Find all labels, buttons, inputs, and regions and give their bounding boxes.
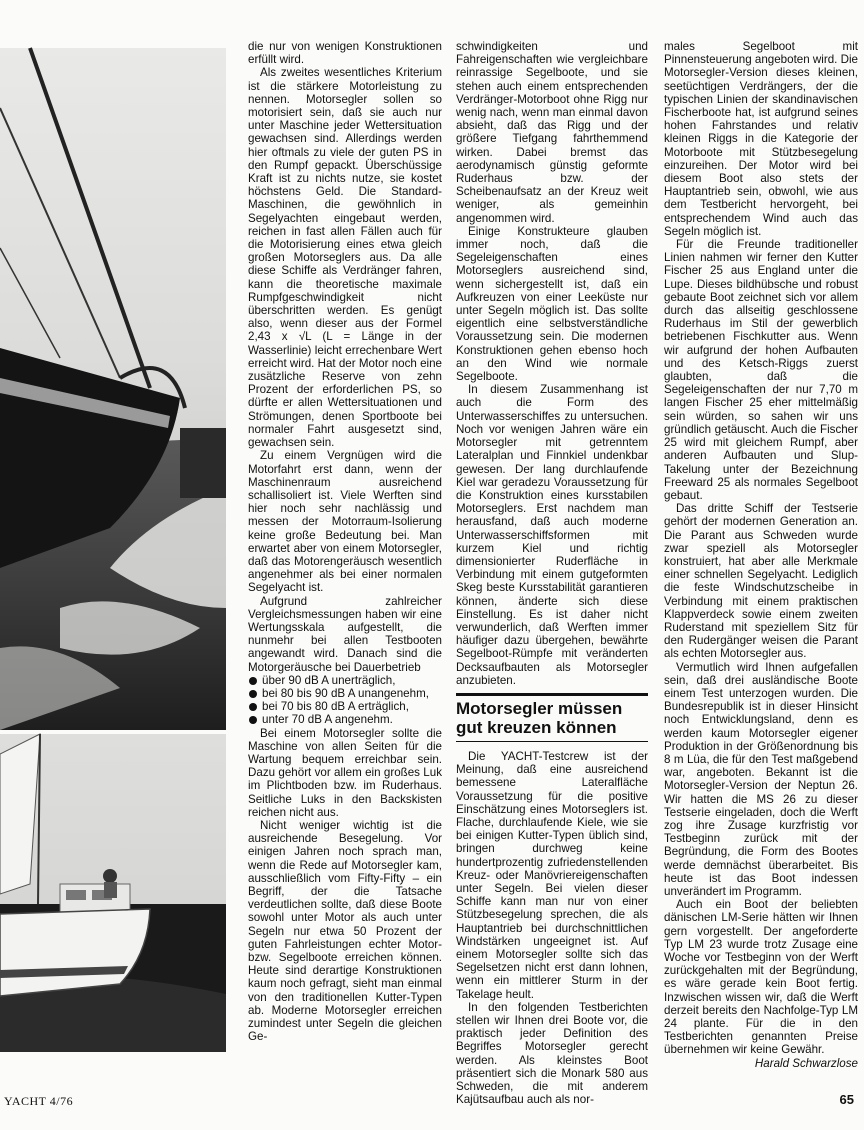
paragraph: Die YACHT-Testcrew ist der Meinung, daß eine ausreichend bemessene Lateralfläche Voraussetzung für die positive Einschätzung eines Motorseglers ist. Flache, durchlaufende Kiele, wie sie bei einigen Kutter-Typen üblich sind, bringen durchweg keine hundertprozentig zufriedenstellenden Kreuz- oder Manövriereigenschaften unter Segeln. Bei vielen dieser Schiffe kann man nur von einer Stützbesegelung sprechen, die als Hauptantrieb bei durchschnittlichen Windstärken ungeeignet ist. Auf einem Motorsegler sollte sich das Segelsetzen nicht erst dann lohnen, wenn ein mittlerer Sturm in der Takelage heult. — [456, 749, 648, 1001]
paragraph: die nur von wenigen Konstruktionen erfüllt wird. — [248, 40, 442, 67]
paragraph: Nicht weniger wichtig ist die ausreichende Besegelung. Vor einigen Jahren noch sprach man, wenn die Rede auf Motorsegler kam, ausschließlich vom Fifty-Fifty – ein Begriff, der die Tatsache verdeutlichen sollte, daß diese Boote sowohl unter Motor als auch unter Segeln nur etwa 50 Prozent der guten Fahrleistungen echter Motor- bzw. Segelboote erreichen können. Heute sind derartige Konstruktionen kaum noch gefragt, sieht man einmal von den traditionellen Kutter-Typen ab. Moderne Motorsegler erreichen zumindest unter Segeln die gleichen Ge- — [248, 818, 442, 1044]
paragraph: Als zweites wesentliches Kriterium ist die stärkere Motorleistung zu nennen. Motorsegler sollen so motorisiert sein, daß sie auch nur unter Maschine jeder Wettersituation gewachsen sind. Allerdings werden hier oftmals zu viele der guten PS in den Rumpf gepackt. Überschüssige Kraft ist zu nichts nutze, sie kostet höchstens Geld. Die Standard-Maschinen, die gewöhnlich in Segelyachten eingebaut werden, reichen in fast allen Fällen auch für die Motorisierung eines etwa gleich großen Motorseglers aus. Da alle diese Schiffe als Verdränger fahren, kann die theoretische maximale Rumpfgeschwindigkeit nicht überschritten werden. Es genügt also, wenn dieser aus der Formel 2,43 x √L (L = Länge in der Wasserlinie) leicht errechenbare Wert erreicht wird. Hat der Motor noch eine zusätzliche Reserve von zehn Prozent der erforderlichen PS, so dürfte er allen Wettersituationen und Strömungen, denen Sportboote bei normaler Fahrt ausgesetzt sind, gewachsen sein. — [248, 66, 442, 450]
paragraph: Vermutlich wird Ihnen aufgefallen sein, daß drei ausländische Boote einem Test unterzogen wurden. Die Bundesrepublik ist in dieser Hinsicht noch Entwicklungsland, denn es werden kaum Motorsegler eigener Produktion in der Größenordnung bis 8 m Lüa, die für den Test maßgebend war, angeboten. Bekannt ist die Motorsegler-Version der Neptun 26. Wir hatten die MS 26 zu dieser Testserie eingeladen, doch die Werft zog ihre Zusage kurzfristig vor Testbeginn zurück mit der Begründung, die Form des Bootes werde demnächst überarbeitet. Bis heute ist das Boot indessen unverändert im Programm. — [664, 660, 858, 898]
section-headline: Motorsegler müssen gut kreuzen können — [456, 693, 648, 742]
author-name: Harald Schwarzlose — [754, 1056, 858, 1070]
page-number: 65 — [839, 1092, 854, 1107]
paragraph: males Segelboot mit Pinnensteuerung angeboten wird. Die Motorsegler-Version dieses kleinen, seetüchtigen Verdrängers, der die typischen Linien der skandinavischen Fischerboote hat, ist aufgrund seines hohen Fahrstandes und relativ kleinen Riggs in die Kategorie der Motorboote mit Stützbesegelung einzureihen. Der Motor wird bei diesem Boot also stets der Hauptantrieb sein, obwohl, wie aus dem Testbericht hervorgeht, bei entsprechendem Wind auch das Segeln möglich ist. — [664, 40, 859, 238]
paragraph: Für die Freunde traditioneller Linien nahmen wir ferner den Kutter Fischer 25 aus England unter die Lupe. Dieses bildhübsche und robust gebaute Boot zeichnet sich vor allem durch das allseitig geschlossene Ruderhaus im Stil der gewerblich betriebenen Fischkutter aus. Wenn wir aufgrund der hohen Aufbauten und des Ketsch-Riggs zuerst glaubten, daß die Segeleigenschaften der nur 7,70 m langen Fischer 25 eher mittelmäßig sein würden, so sahen wir uns gründlich getäuscht. Auch die Fischer 25 wird mit gleichem Rumpf, aber anderen Aufbauten und Slup-Takelung unter der Bezeichnung Freeward 25 als normales Segelboot gebaut. — [664, 238, 858, 502]
paragraph: Auch ein Boot der beliebten dänischen LM-Serie hätten wir Ihnen gern vorgestellt. Der angeforderte Typ LM 23 wurde trotz Zusage eine Woche vor Testbeginn von der Werft zurückgehalten mit der Begründung, es wäre gerade kein Boot fertig. Inzwischen wissen wir, daß die Werft derzeit bereits den Nachfolge-Typ LM 24 plante. Für die in den Testberichten genannten Preise übernehmen wir keine Gewähr. — [664, 898, 858, 1057]
paragraph: schwindigkeiten und Fahreigenschaften wie vergleichbare reinrassige Segelboote, und sie stehen auch einem entsprechenden Verdränger-Motorboot ohne Rigg nur wenig nach, wenn man einmal davon absieht, daß das Rigg und der größere Tiefgang fahrthemmend wirken. Dabei bremst das aerodynamisch günstig geformte Ruderhaus bzw. der Scheibenaufsatz an der Kreuz weit weniger, als gemeinhin angenommen wird. — [456, 40, 648, 225]
text-column-3 — [664, 40, 859, 1070]
text-column-2 — [456, 40, 648, 1107]
noise-rating-list — [248, 674, 442, 727]
paragraph: Aufgrund zahlreicher Vergleichsmessungen haben wir eine Wertungsskala aufgestellt, die nunmehr bei allen Testbooten angewandt wird. Danach sind die Motorgeräusche bei Dauerbetrieb — [248, 594, 442, 674]
paragraph: In diesem Zusammenhang ist auch die Form des Unterwasserschiffes zu untersuchen. Noch vor wenigen Jahren wäre ein Motorsegler mit getrenntem Lateralplan und Finnkiel undenkbar gewesen. Der lang durchlaufende Kiel war geradezu Voraussetzung für die Konstruktion eines kursstabilen Motorseglers. Erst nachdem man herausfand, daß auch moderne Unterwasserschiffsformen mit kurzem Kiel und richtig dimensionierter Ruderfläche in Verbindung mit einem gutgeformten Skeg beste Kursstabilität garantieren können, änderte sich diese Einstellung. Es ist daher nicht verwunderlich, daß Werften immer häufiger dazu übergehen, bewährte Segelboot-Rümpfe mit veränderten Decksaufbauten als Motorsegler anzubieten. — [456, 383, 648, 687]
text-column-1 — [248, 40, 442, 1048]
list-item: bei 80 bis 90 dB A unangenehm, — [248, 687, 442, 700]
list-item: bei 70 bis 80 dB A erträglich, — [248, 700, 442, 713]
list-item: unter 70 dB A angenehm. — [248, 713, 442, 726]
paragraph: In den folgenden Testberichten stellen wir Ihnen drei Boote vor, die praktisch jeder Definition des Begriffes Motorsegler gerecht werden. Als kleinstes Boot präsentiert sich die Monark 580 aus Schweden, die mit anderem Kajütsaufbau auch als nor- — [456, 1000, 648, 1107]
paragraph: Einige Konstrukteure glauben immer noch, daß die Segeleigenschaften eines Motorseglers ausreichend sind, wenn sichergestellt ist, daß ein Aufkreuzen von einer Leeküste nur unter Segeln möglich ist. Das sollte eigentlich eine selbstverständliche Voraussetzung sein. Die modernen Konstruktionen gehen ebenso hoch an den Wind wie normale Segelboote. — [456, 224, 648, 384]
paragraph: Bei einem Motorsegler sollte die Maschine von allen Seiten für die Wartung bequem erreichbar sein. Dazu gehört vor allem ein großes Luk im Plichtboden bzw. im Ruderhaus. Seitliche Luks in den Backskisten reichen nicht aus. — [248, 726, 442, 819]
list-item: über 90 dB A unerträglich, — [248, 674, 442, 687]
photo-boat-bow-waves — [0, 48, 226, 730]
magazine-issue: YACHT 4/76 — [4, 1094, 74, 1108]
photo-motorsailer-sailing — [0, 734, 226, 1052]
paragraph: Das dritte Schiff der Testserie gehört der modernen Generation an. Die Parant aus Schweden wurde zwar speziell als Motorsegler konstruiert, hat aber alle Merkmale einer schnellen Segelyacht. Lediglich die feste Windschutzscheibe in Verbindung mit einem praktischen Klappverdeck sowie einem zweiten Ruderstand mit speziellem Sitz für den Rudergänger weisen die Parant als echten Motorsegler aus. — [664, 502, 858, 661]
paragraph: Zu einem Vergnügen wird die Motorfahrt erst dann, wenn der Maschinenraum ausreichend schallisoliert ist. Viele Werften sind hier noch sehr nachlässig und messen der Motorraum-Isolierung keine große Bedeutung bei. Man erwartet aber von einem Motorsegler, daß das Motorengeräusch wesentlich angenehmer als bei einer normalen Segelyacht ist. — [248, 449, 442, 595]
